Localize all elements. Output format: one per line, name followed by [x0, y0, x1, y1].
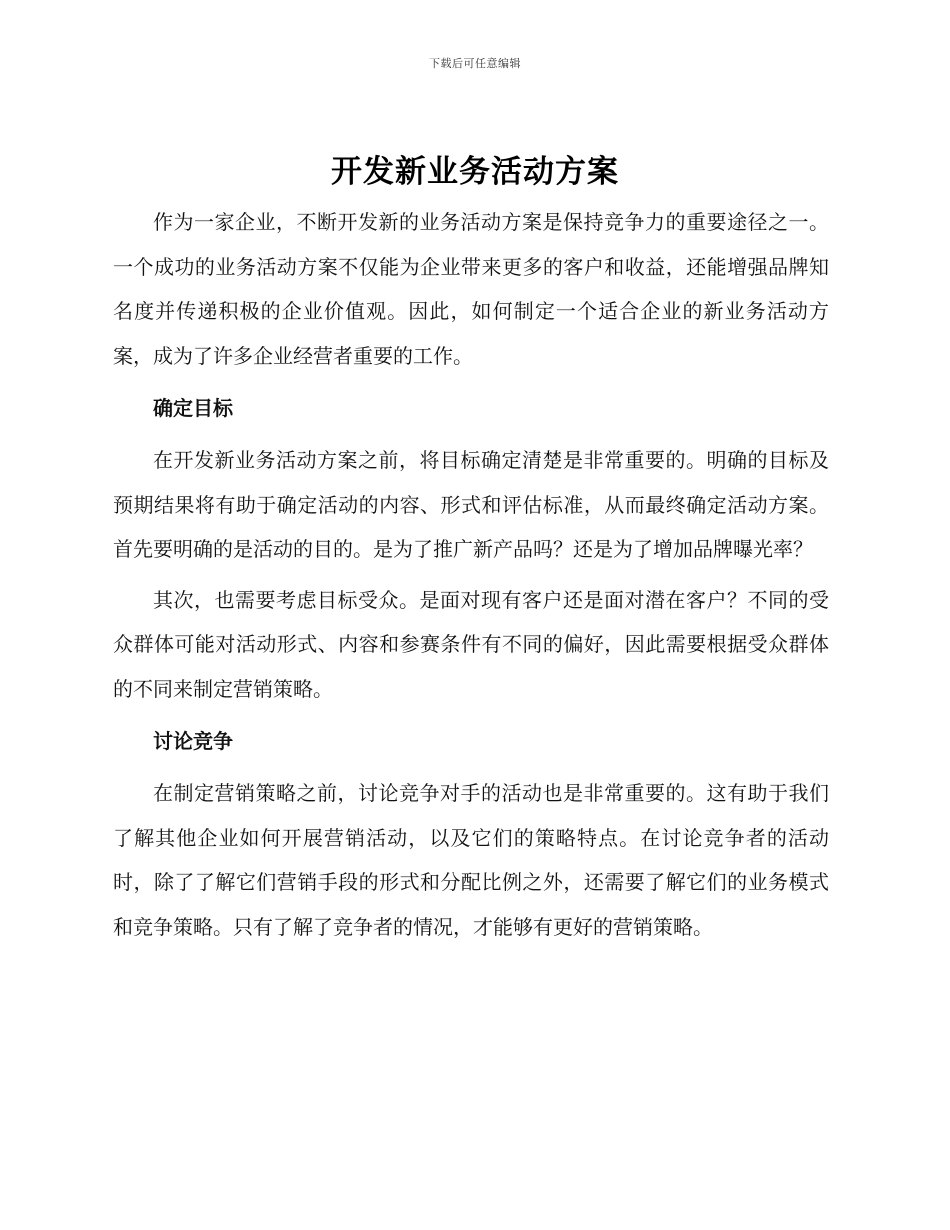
document-title: 开发新业务活动方案 [331, 154, 619, 190]
section-heading-competition: 讨论竞争 [153, 729, 233, 753]
section-heading-goals: 确定目标 [153, 396, 233, 420]
section-goals-paragraph-2: 其次，也需要考虑目标受众。是面对现有客户还是面对潜在客户？不同的受众群体可能对活动形式、内容和参赛条件有不同的偏好，因此需要根据受众群体的不同来制定营销策略。 [113, 587, 829, 701]
document-body [113, 200, 829, 955]
section-goals-paragraph-1: 在开发新业务活动方案之前，将目标确定清楚是非常重要的。明确的目标及预期结果将有助于确定活动的内容、形式和评估标准，从而最终确定活动方案。首先要明确的是活动的目的。是为了推广新产品吗？还是为了增加品牌曝光率？ [113, 448, 829, 561]
intro-paragraph: 作为一家企业，不断开发新的业务活动方案是保持竞争力的重要途径之一。一个成功的业务活动方案不仅能为企业带来更多的客户和收益，还能增强品牌知名度并传递积极的企业价值观。因此，如何制定一个适合企业的新业务活动方案，成为了许多企业经营者重要的工作。 [113, 210, 829, 368]
header-note: 下载后可任意编辑 [429, 57, 521, 70]
section-competition-paragraph-1: 在制定营销策略之前，讨论竞争对手的活动也是非常重要的。这有助于我们了解其他企业如何开展营销活动，以及它们的策略特点。在讨论竞争者的活动时，除了了解它们营销手段的形式和分配比例之外，还需要了解它们的业务模式和竞争策略。只有了解了竞争者的情况，才能够有更好的营销策略。 [113, 781, 829, 939]
